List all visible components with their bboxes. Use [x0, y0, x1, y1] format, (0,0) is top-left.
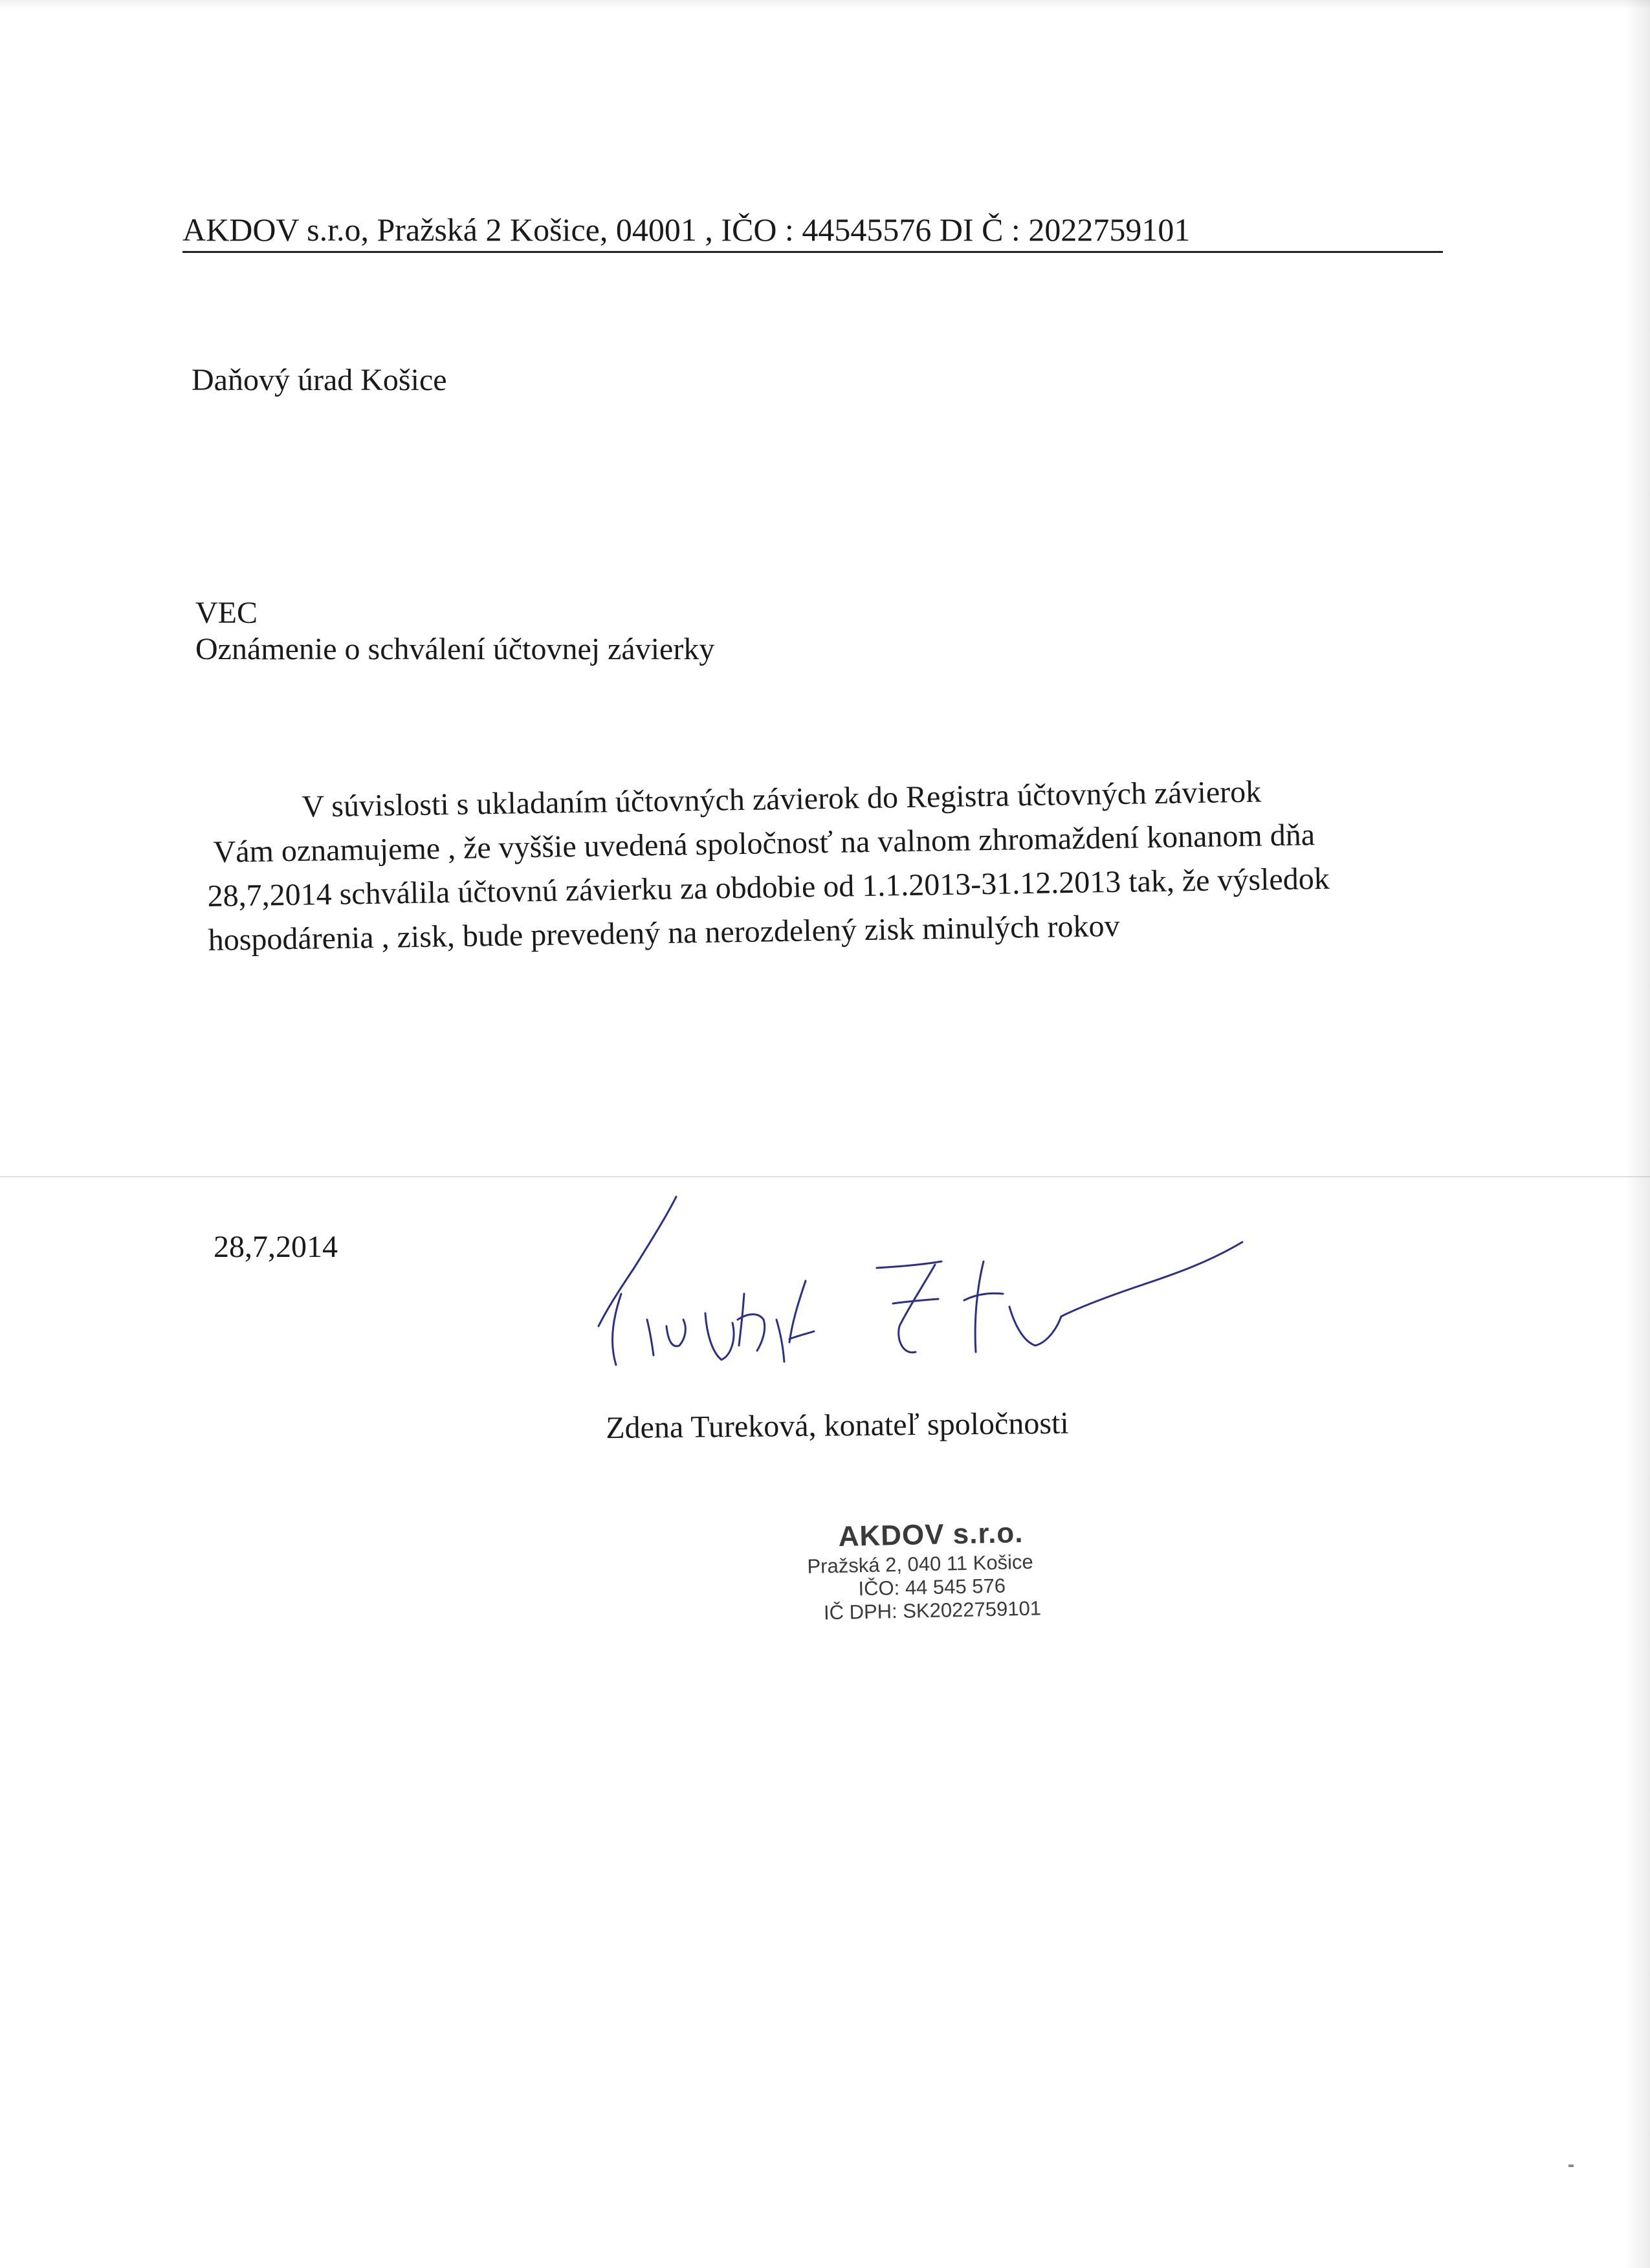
paper-fold-line [0, 1176, 1650, 1177]
scan-top-shadow [0, 0, 1650, 9]
company-stamp [795, 1515, 1068, 1626]
body-line: Vám oznamujeme , že vyššie uvedená spoločnosť na valnom zhromaždení konanom dňa [213, 818, 1315, 869]
addressee: Daňový úrad Košice [192, 363, 447, 397]
letterhead-company-line: AKDOV s.r.o, Pražská 2 Košice, 04001 , IČO : 44545576 DI Č : 2022759101 [182, 212, 1191, 248]
stamp-ico: IČO: 44 545 576 [858, 1574, 1006, 1600]
letter-body [206, 767, 1425, 962]
body-line: hospodárenia , zisk, bude prevedený na nerozdelený zisk minulých rokov [208, 908, 1120, 957]
scan-edge-shadow [1624, 0, 1650, 2268]
letterhead-rule [182, 251, 1443, 253]
stamp-address: Pražská 2, 040 11 Košice [807, 1550, 1034, 1578]
subject-text: Oznámenie o schválení účtovnej závierky [195, 632, 715, 666]
subject-label: VEC [195, 596, 258, 630]
handwritten-signature [569, 1190, 1372, 1397]
body-line: 28,7,2014 schválila účtovnú závierku za obdobie od 1.1.2013-31.12.2013 tak, že výsledok [207, 861, 1330, 913]
body-line: V súvislosti s ukladaním účtovných závierok do Registra účtovných závierok [302, 774, 1262, 824]
scan-speck [1568, 2164, 1574, 2167]
letter-date: 28,7,2014 [214, 1230, 338, 1264]
stamp-ic-dph: IČ DPH: SK2022759101 [823, 1597, 1042, 1624]
signatory-name: Zdena Tureková, konateľ spoločnosti [606, 1406, 1069, 1445]
stamp-company-name: AKDOV s.r.o. [838, 1517, 1024, 1553]
